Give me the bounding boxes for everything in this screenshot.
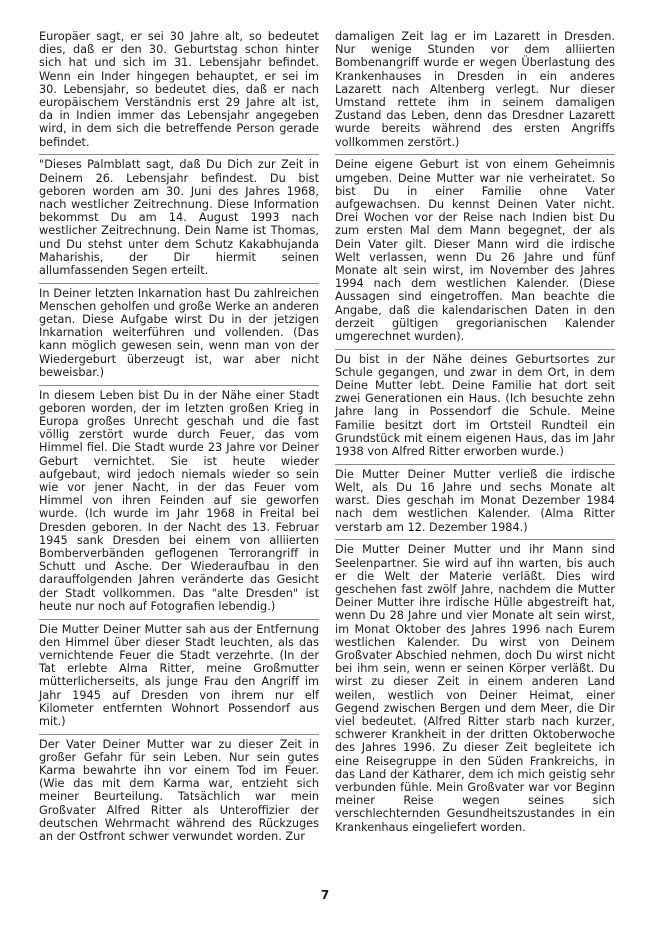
paragraph: Der Vater Deiner Mutter war zu dieser Zeit in großer Gefahr für sein Leben. Nur sein gutes Karma bewahrte ihn vor einem Tod im Feuer. (Wie das mit dem Karma war, entzieht sich meiner Beurteilung. Tatsächlich war mein Großvater Alfred Ritter als Unteroffizier der deutschen Wehrmacht während des Rückzuges an der Ostfront schwer verwundet worden. Zur	[39, 734, 319, 844]
paragraph: Die Mutter Deiner Mutter sah aus der Entfernung den Himmel über dieser Stadt leuchten, als das vernichtende Feuer die Stadt verzehrte. (In der Tat erlebte Alma Ritter, meine Großmutter mütterlicherseits, als junge Frau den Angriff im Jahr 1945 auf Dresden von ihrem nur elf Kilometer entfernten Wohnort Possendorf aus mit.)	[39, 619, 319, 729]
paragraph: Die Mutter Deiner Mutter verließ die irdische Welt, als Du 16 Jahre und sechs Monate alt warst. Dies geschah im Monat Dezember 1984 nach dem westlichen Kalender. (Alma Ritter verstarb am 12. Dezember 1984.)	[335, 464, 615, 534]
paragraph: In diesem Leben bist Du in der Nähe einer Stadt geboren worden, der im letzten großen Krieg in Europa großes Unrecht geschah und die fast völlig zerstört wurde durch Feuer, das vom Himmel fiel. Die Stadt wurde 23 Jahre vor Deiner Geburt vernichtet. Sie ist heute wieder aufgebaut, wird jedoch niemals wieder so sein wie vor jener Nacht, in der das Feuer vom Himmel von ihren Feinden auf sie geworfen wurde. (Ich wurde im Jahr 1968 in Freital bei Dresden geboren. In der Nacht des 13. Februar 1945 sank Dresden bei einem von alliierten Bomberverbänden geflogenen Terrorangriff in Schutt und Asche. Der Wiederaufbau in den darauffolgenden Jahren veränderte das Gesicht der Stadt vollkommen. Das "alte Dresden" ist heute nur noch auf Fotografien lebendig.)	[39, 385, 319, 613]
paragraph: Deine eigene Geburt ist von einem Geheimnis umgeben. Deine Mutter war nie verheiratet. So bist Du in einer Familie ohne Vater aufgewachsen. Du kennst Deinen Vater nicht. Drei Wochen vor der Reise nach Indien bist Du zum ersten Mal dem Mann begegnet, der als Dein Vater gilt. Dieser Mann wird die irdische Welt verlassen, wenn Du 26 Jahre und fünf Monate alt sein wirst, im November des Jahres 1994 nach dem westlichen Kalender. (Diese Aussagen sind eingetroffen. Man beachte die Angabe, daß die kalendarischen Daten in den derzeit gültigen gregorianischen Kalender umgerechnet wurden).	[335, 154, 615, 343]
paragraph: Die Mutter Deiner Mutter und ihr Mann sind Seelenpartner. Sie wird auf ihn warten, bis auch er die Welt der Materie verläßt. Dies wird geschehen fast zwölf Jahre, nachdem die Mutter Deiner Mutter ihre irdische Hülle abgestreift hat, wenn Du 28 Jahre und vier Monate alt sein wirst, im Monat Oktober des Jahres 1996 nach Eurem westlichen Kalender. Du wirst von Deinem Großvater Abschied nehmen, doch Du wirst nicht bei ihm sein, wenn er seinen Körper verläßt. Du wirst zu dieser Zeit in einem anderen Land weilen, westlich von Deiner Heimat, einer Gegend zwischen Bergen und dem Meer, die Dir viel bedeutet. (Alfred Ritter starb nach kurzer, schwerer Krankheit in der dritten Oktoberwoche des Jahres 1996. Zu dieser Zeit begleitete ich eine Reisegruppe in den Süden Frankreichs, in das Land der Katharer, dem ich mich geistig sehr verbunden fühle. Mein Großvater war vor Beginn meiner Reise wegen seines sich verschlechternden Gesundheitszustandes in ein Krankenhaus eingeliefert worden.	[335, 539, 615, 833]
paragraph: damaligen Zeit lag er im Lazarett in Dresden. Nur wenige Stunden vor dem alliierten Bombenangriff wurde er wegen Überlastung des Krankenhauses in Dresden in ein anderes Lazarett nach Altenberg verlegt. Nur dieser Umstand rettete ihm in seinem damaligen Zustand das Leben, denn das Dresdner Lazarett wurde bereits während des ersten Angriffs vollkommen zerstört.)	[335, 30, 615, 149]
page-number: 7	[320, 888, 330, 902]
right-column	[335, 30, 615, 839]
paragraph: Du bist in der Nähe deines Geburtsortes zur Schule gegangen, und zwar in dem Ort, in dem Deine Mutter lebt. Deine Familie hat dort seit zwei Generationen ein Haus. (Ich besuchte zehn Jahre lang in Possendorf die Schule. Meine Familie besitzt dort im Ortsteil Rundteil ein Grundstück mit einem eigenen Haus, das im Jahr 1938 von Alfred Ritter erworben wurde.)	[335, 349, 615, 459]
paragraph: In Deiner letzten Inkarnation hast Du zahlreichen Menschen geholfen und große Werke an anderen getan. Diese Aufgabe wirst Du in der jetzigen Inkarnation weiterführen und vollenden. (Das kann möglich gewesen sein, wenn man von der Wiedergeburt überzeugt ist, war aber nicht beweisbar.)	[39, 283, 319, 379]
paragraph: Europäer sagt, er sei 30 Jahre alt, so bedeutet dies, daß er den 30. Geburtstag schon hinter sich hat und sich im 31. Lebensjahr befindet. Wenn ein Inder hingegen behauptet, er sei im 30. Lebensjahr, so bedeutet dies, daß er nach europäischem Verständnis erst 29 Jahre alt ist, da in Indien immer das Lebensjahr angegeben wird, in dem sich die betreffende Person gerade befindet.	[39, 30, 319, 149]
left-column	[39, 30, 319, 849]
paragraph: "Dieses Palmblatt sagt, daß Du Dich zur Zeit in Deinem 26. Lebensjahr befindest. Du bist geboren worden am 30. Juni des Jahres 1968, nach westlicher Zeitrechnung. Diese Information bekommst Du am 14. August 1993 nach westlicher Zeitrechnung. Dein Name ist Thomas, und Du stehst unter dem Schutz Kakabhujanda Maharishis, der Dir hiermit seinen allumfassenden Segen erteilt.	[39, 154, 319, 277]
